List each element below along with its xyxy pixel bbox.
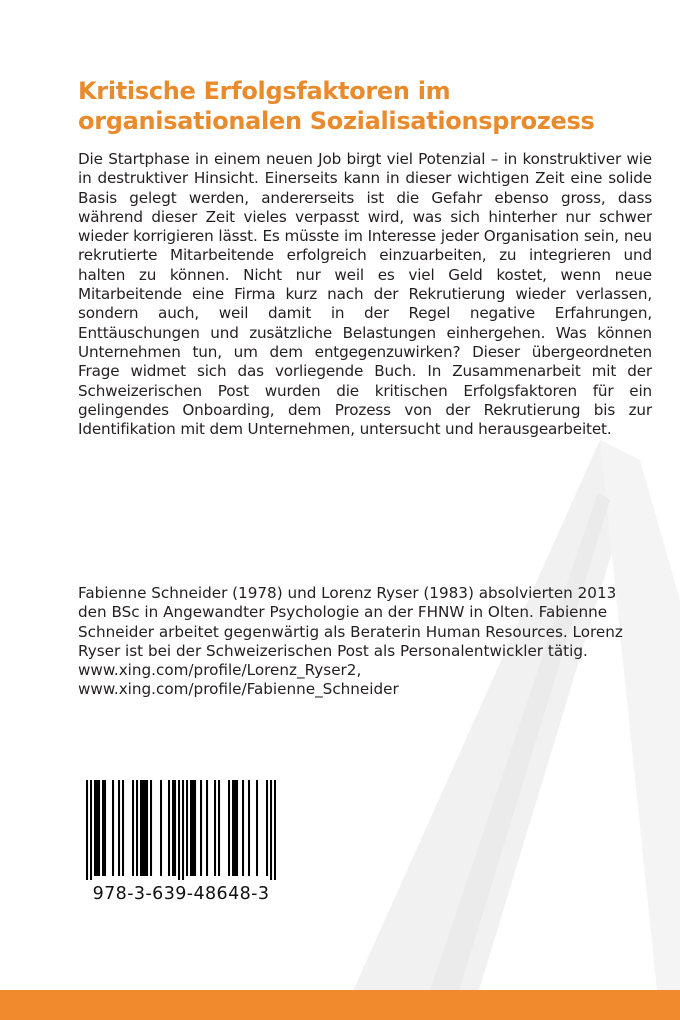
barcode-bar (86, 780, 88, 880)
barcode-bar (94, 780, 96, 876)
barcode-bar (218, 780, 220, 876)
barcode-bar (160, 780, 162, 876)
barcode-bar (192, 780, 194, 876)
barcode-bar (178, 780, 180, 880)
book-title-line-2: organisationalen Sozialisationsprozess (78, 107, 595, 135)
author-bio-line: Ryser ist bei der Schweizerischen Post als Personalentwickler tätig. (78, 641, 588, 660)
barcode-bar (270, 780, 272, 880)
barcode-bar (266, 780, 268, 876)
author-bio-line: den BSc in Angewandter Psychologie an der FHNW in Olten. Fabienne (78, 603, 608, 622)
author-link-fabienne[interactable]: www.xing.com/profile/Fabienne_Schneider (78, 680, 399, 699)
barcode-bar (194, 780, 196, 876)
barcode-bar (150, 780, 152, 876)
author-bio (78, 584, 652, 700)
barcode-bar (256, 780, 258, 876)
barcode-bar (200, 780, 202, 876)
book-title (78, 76, 658, 136)
isbn-number: 978-3-639-48648-3 (92, 884, 270, 904)
barcode-bar (132, 780, 134, 876)
author-bio-line: Fabienne Schneider (1978) und Lorenz Ryser (1983) absolvierten 2013 (78, 584, 617, 602)
barcode-bar (136, 780, 138, 876)
barcode-bar (142, 780, 144, 876)
barcode-bar (206, 780, 208, 876)
barcode-bar (248, 780, 250, 876)
bottom-accent-band (0, 990, 680, 1020)
barcode-bar (98, 780, 100, 876)
author-bio-line: Schneider arbeitet gegenwärtig als Beraterin Human Resources. Lorenz (78, 622, 623, 641)
barcode-area (72, 772, 290, 914)
barcode-bar (242, 780, 244, 876)
author-link-lorenz[interactable]: www.xing.com/profile/Lorenz_Ryser2, (78, 661, 362, 680)
barcode-bar (274, 780, 276, 880)
barcode-bar (168, 780, 170, 876)
barcode-bar (172, 780, 174, 876)
book-title-line-1: Kritische Erfolgsfaktoren im (78, 77, 451, 105)
barcode-bar (118, 780, 120, 876)
isbn-barcode (86, 780, 276, 880)
barcode-bar (228, 780, 230, 876)
barcode-bar (102, 780, 104, 876)
barcode-bar (122, 780, 124, 876)
barcode-bar (140, 780, 142, 876)
barcode-bar (112, 780, 114, 876)
barcode-bar (186, 780, 188, 876)
book-blurb: Die Startphase in einem neuen Job birgt viel Potenzial – in konstruktiver wie in destruktiver Hinsicht. Einerseits kann in dieser wichtigen Zeit eine solide Basis gelegt werden, andererseits ist die Gefahr ebenso gross, dass während dieser Zeit vieles verpasst wird, was sich hinterher nur schwer wieder korrigieren lässt. Es müsste im Interesse jeder Organisation sein, neu rekrutierte Mitarbeitende erfolgreich einzuarbeiten, zu integrieren und halten zu können. Nicht nur weil es viel Geld kostet, wenn neue Mitarbeitende eine Firma kurz nach der Rekrutierung wieder verlassen, sondern auch, weil damit in der Regel negative Erfahrungen, Enttäuschungen und zusätzliche Belastungen einhergehen. Was können Unternehmen tun, um dem entgegenzuwirken? Dieser übergeordneten Frage widmet sich das vorliegende Buch. In Zusammenarbeit mit der Schweizerischen Post wurden die kritischen Erfolgsfaktoren für ein gelingendes Onboarding, dem Prozess von der Rekrutierung bis zur Identifikation mit dem Unternehmen, untersucht und herausgearbeitet. (78, 150, 652, 439)
barcode-bar (190, 780, 192, 876)
barcode-bar (182, 780, 184, 880)
barcode-bar (234, 780, 236, 876)
barcode-bar (236, 780, 238, 876)
barcode-bar (174, 780, 176, 876)
barcode-bar (104, 780, 106, 876)
barcode-bar (144, 780, 146, 876)
barcode-bar (90, 780, 92, 880)
barcode-bar (96, 780, 98, 876)
barcode-bar (214, 780, 216, 876)
barcode-bar (146, 780, 148, 876)
barcode-bar (232, 780, 234, 876)
